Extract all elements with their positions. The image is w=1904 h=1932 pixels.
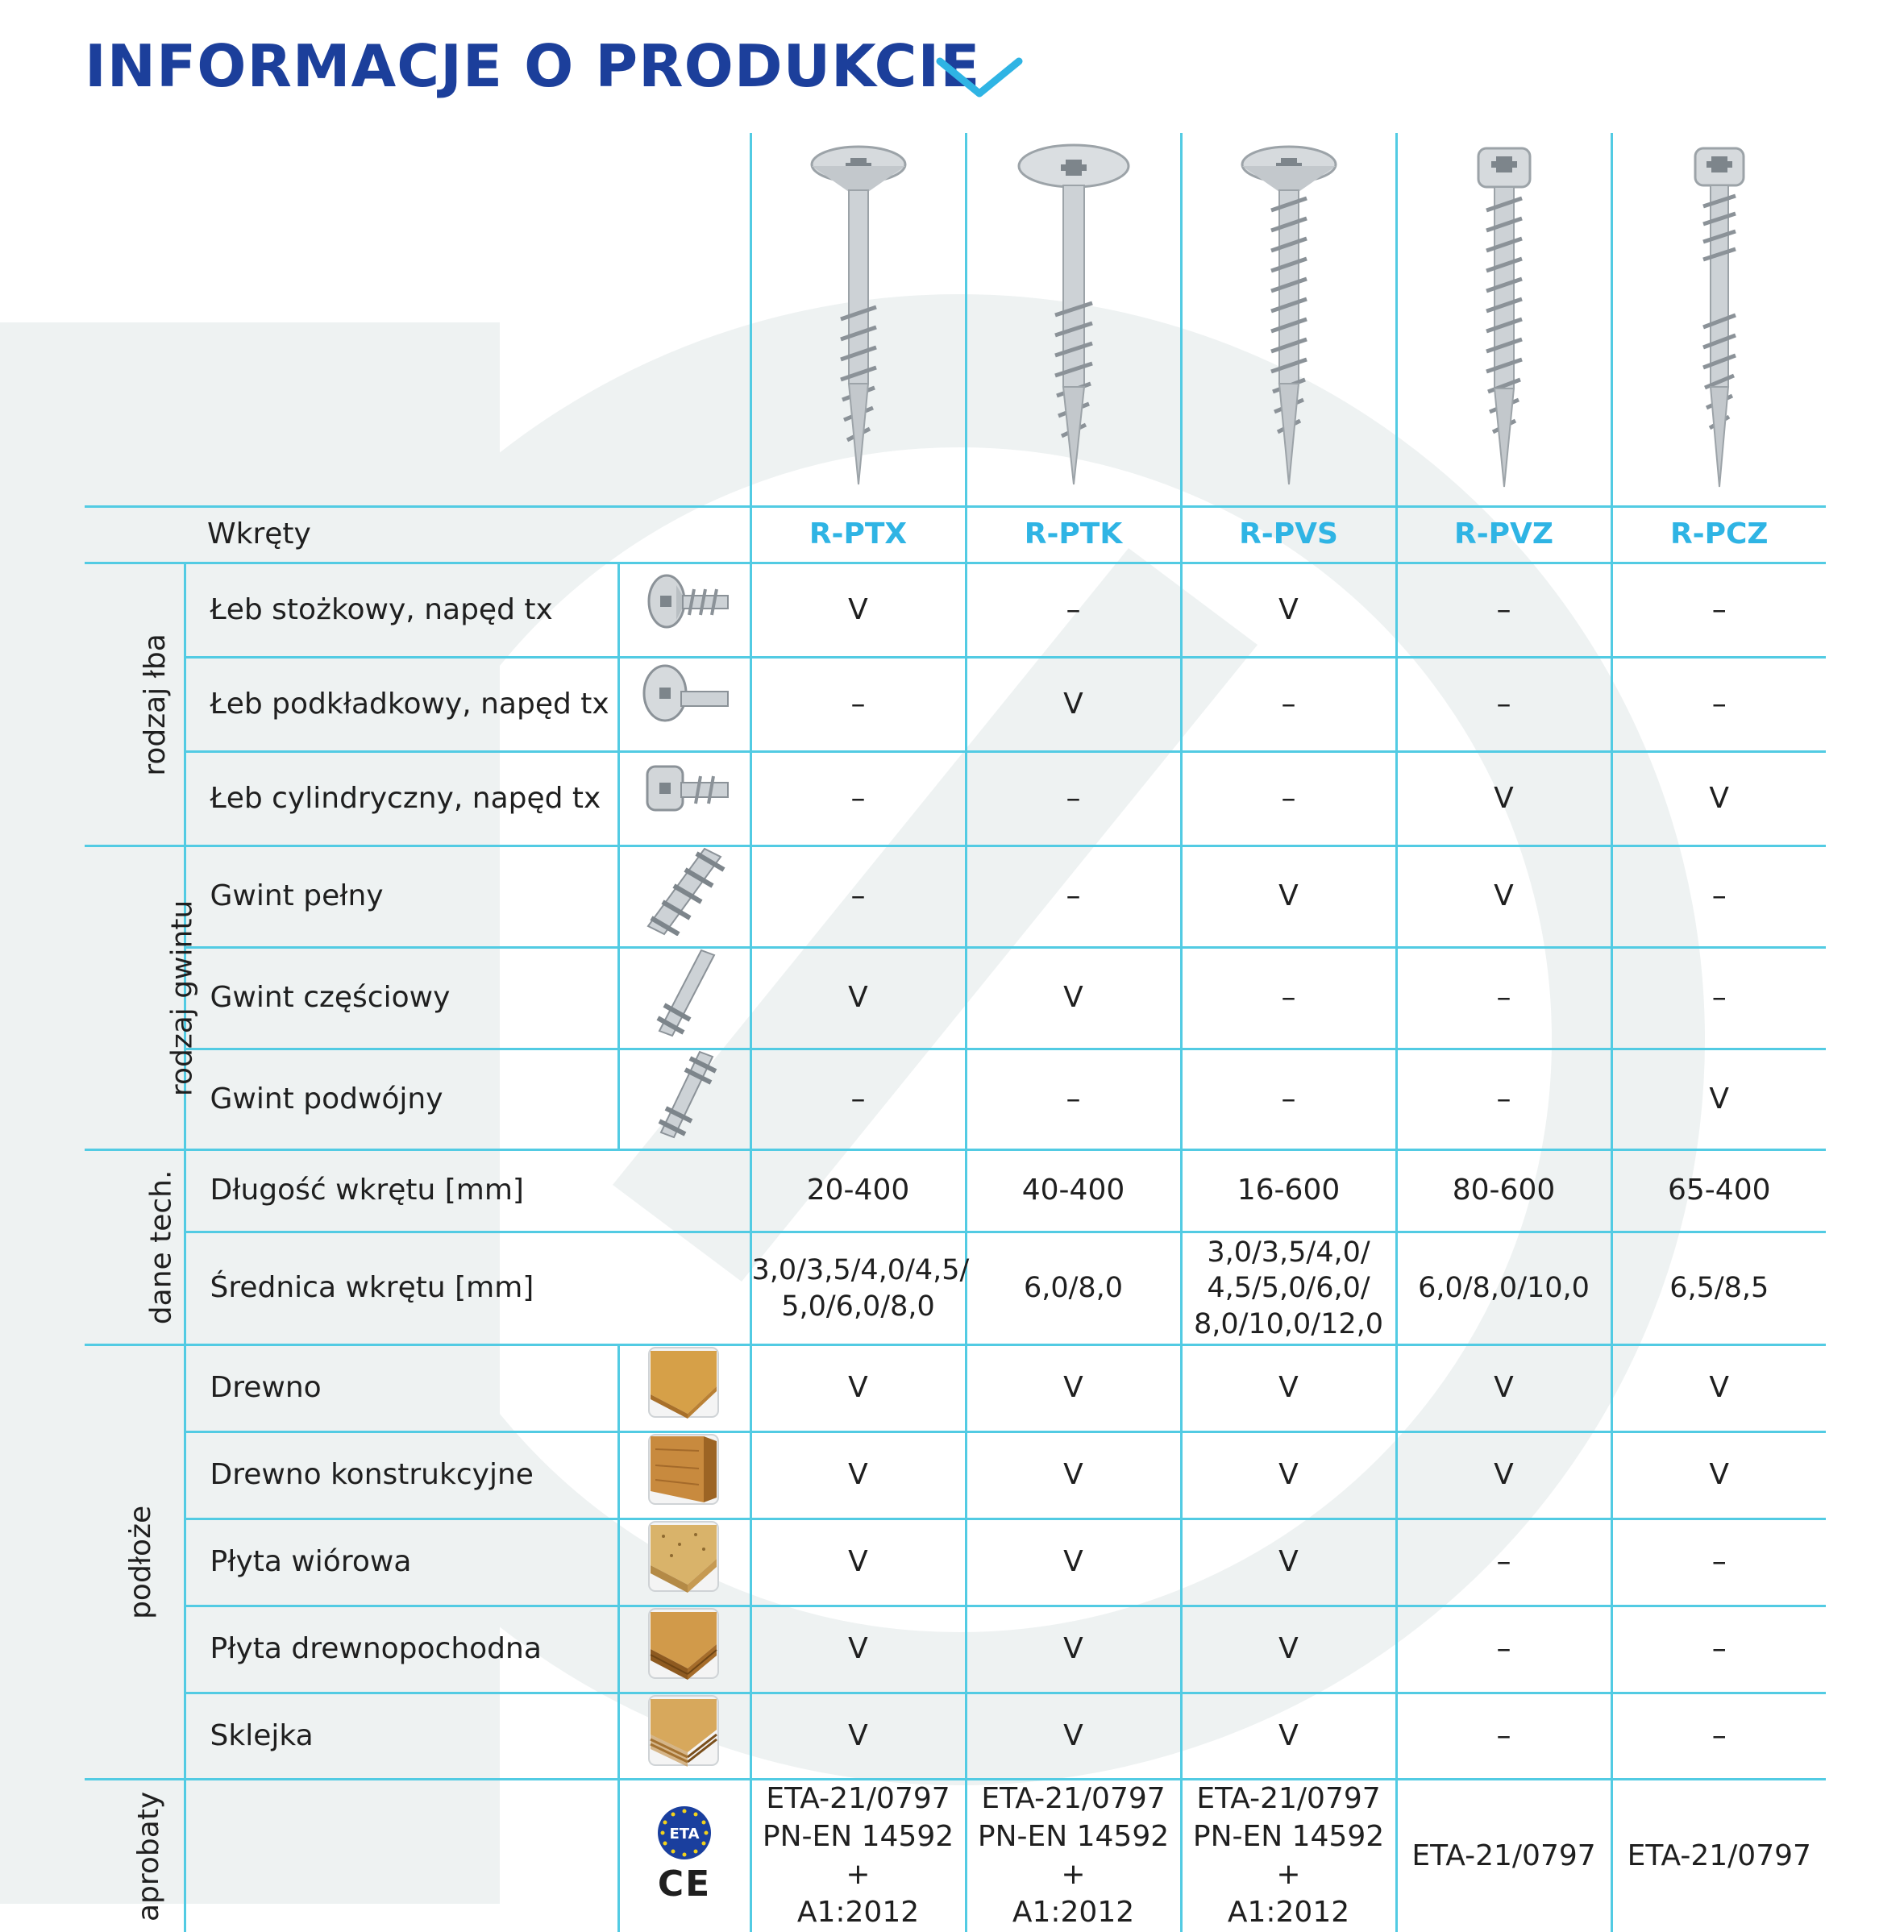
header-label: Wkręty [85,507,750,563]
table-row [85,846,1826,948]
value-cell: – [1396,1519,1611,1606]
screw-icon [1233,142,1345,497]
value-cell: – [966,1049,1181,1150]
group-label-head-type: rodzaj łba [85,563,185,846]
value-cell: 6,5/8,5 [1611,1232,1826,1345]
value-cell: V [966,947,1181,1049]
row-label: Płyta drewnopochodna [185,1606,618,1693]
table-row [85,1780,1826,1932]
ce-mark-icon: CE [657,1863,712,1905]
wood-sample-icon [618,1345,750,1432]
table-row [85,1150,1826,1232]
screw-thread-icon [618,846,750,948]
value-cell: 16-600 [1181,1150,1396,1232]
table-row [85,1519,1826,1606]
screw-icon [1456,142,1553,497]
product-comparison-table [85,133,1826,1932]
wood-sample-icon [618,1432,750,1519]
value-cell: V [1181,1693,1396,1780]
row-label: Sklejka [185,1693,618,1780]
screw-head-icon [618,752,750,846]
value-cell: V [1181,846,1396,948]
value-cell: – [1611,947,1826,1049]
approval-cell: ETA-21/0797 PN-EN 14592 + A1:2012 [966,1780,1181,1932]
product-image-r-pcz [1611,133,1826,507]
approval-cell: ETA-21/0797 PN-EN 14592 + A1:2012 [1181,1780,1396,1932]
table-row [85,658,1826,752]
value-cell: – [1611,658,1826,752]
value-cell: V [750,1519,966,1606]
row-label: Długość wkrętu [mm] [185,1150,750,1232]
table-row [85,752,1826,846]
value-cell: 6,0/8,0 [966,1232,1181,1345]
page-title: INFORMACJE O PRODUKCIE [85,32,981,100]
row-label: Gwint częściowy [185,947,618,1049]
value-cell: – [1396,1693,1611,1780]
row-label: Łeb podkładkowy, napęd tx [185,658,618,752]
value-cell: V [1181,1519,1396,1606]
chevron-down-icon [935,53,1024,102]
row-label: Płyta wiórowa [185,1519,618,1606]
table-row [85,563,1826,658]
product-image-r-pvs [1181,133,1396,507]
product-images-row [85,133,1826,507]
value-cell: V [966,1693,1181,1780]
value-cell: – [1181,947,1396,1049]
value-cell: V [1611,1432,1826,1519]
value-cell: 40-400 [966,1150,1181,1232]
blank-cell [85,133,750,507]
group-label-approvals: aprobaty [85,1780,185,1932]
value-cell: V [1396,846,1611,948]
value-cell: V [966,1345,1181,1432]
row-label: Łeb stożkowy, napęd tx [185,563,618,658]
group-label-substrate: podłoże [85,1345,185,1780]
value-cell: – [1611,1519,1826,1606]
value-cell: – [1396,658,1611,752]
table-row [85,947,1826,1049]
value-cell: V [966,658,1181,752]
value-cell: – [1611,846,1826,948]
wood-sample-icon [618,1693,750,1780]
value-cell: – [1611,563,1826,658]
value-cell: – [1396,1606,1611,1693]
product-code: R-PVS [1181,507,1396,563]
value-cell: – [1396,1049,1611,1150]
value-cell: V [1396,752,1611,846]
value-cell: V [750,947,966,1049]
value-cell: V [750,1432,966,1519]
value-cell: – [1396,563,1611,658]
value-cell: – [1181,658,1396,752]
table-row [85,1232,1826,1345]
value-cell: – [1396,947,1611,1049]
screw-thread-icon [618,947,750,1049]
table-row [85,1432,1826,1519]
value-cell: 80-600 [1396,1150,1611,1232]
value-cell: V [1396,1432,1611,1519]
product-code: R-PTX [750,507,966,563]
value-cell: – [750,1049,966,1150]
value-cell: V [750,563,966,658]
wood-sample-icon [618,1519,750,1606]
value-cell: V [1396,1345,1611,1432]
value-cell: – [750,658,966,752]
screw-icon [802,142,915,497]
value-cell: V [1181,1606,1396,1693]
value-cell: V [750,1345,966,1432]
screw-icon [1013,142,1134,497]
value-cell: – [750,846,966,948]
value-cell: V [1611,1049,1826,1150]
row-label: Gwint podwójny [185,1049,618,1150]
value-cell: V [966,1519,1181,1606]
screw-head-icon [618,658,750,752]
screw-thread-icon [618,1049,750,1150]
value-cell: V [1181,563,1396,658]
value-cell: – [1181,1049,1396,1150]
value-cell: – [1611,1606,1826,1693]
approval-cell: ETA-21/0797 PN-EN 14592 + A1:2012 [750,1780,966,1932]
product-image-r-ptk [966,133,1181,507]
product-image-r-ptx [750,133,966,507]
approval-badges [618,1780,750,1932]
group-label-tech-data: dane tech. [85,1150,185,1345]
value-cell: – [1181,752,1396,846]
blank-cell [185,1780,618,1932]
table-row [85,1049,1826,1150]
value-cell: – [966,563,1181,658]
row-label: Gwint pełny [185,846,618,948]
product-code: R-PTK [966,507,1181,563]
wood-sample-icon [618,1606,750,1693]
screw-icon [1671,142,1768,497]
value-cell: V [1181,1345,1396,1432]
product-code: R-PVZ [1396,507,1611,563]
table-row [85,1693,1826,1780]
screw-head-icon [618,563,750,658]
value-cell: V [966,1606,1181,1693]
group-label-thread-type: rodzaj gwintu [85,846,185,1150]
row-label: Łeb cylindryczny, napęd tx [185,752,618,846]
approval-cell: ETA-21/0797 [1396,1780,1611,1932]
table-row [85,1606,1826,1693]
value-cell: V [750,1606,966,1693]
svg-text:ETA: ETA [669,1826,700,1843]
value-cell: V [1181,1432,1396,1519]
row-label: Średnica wkrętu [mm] [185,1232,750,1345]
value-cell: 3,0/3,5/4,0/ 4,5/5,0/6,0/ 8,0/10,0/12,0 [1181,1232,1396,1345]
value-cell: – [966,846,1181,948]
eta-badge-icon [652,1805,717,1861]
product-code: R-PCZ [1611,507,1826,563]
value-cell: 3,0/3,5/4,0/4,5/ 5,0/6,0/8,0 [750,1232,966,1345]
value-cell: 6,0/8,0/10,0 [1396,1232,1611,1345]
approval-cell: ETA-21/0797 [1611,1780,1826,1932]
value-cell: – [966,752,1181,846]
value-cell: V [966,1432,1181,1519]
value-cell: V [1611,752,1826,846]
product-header-row [85,507,1826,563]
value-cell: 20-400 [750,1150,966,1232]
row-label: Drewno [185,1345,618,1432]
product-image-r-pvz [1396,133,1611,507]
table-row [85,1345,1826,1432]
value-cell: V [750,1693,966,1780]
value-cell: – [1611,1693,1826,1780]
value-cell: V [1611,1345,1826,1432]
value-cell: 65-400 [1611,1150,1826,1232]
value-cell: – [750,752,966,846]
row-label: Drewno konstrukcyjne [185,1432,618,1519]
